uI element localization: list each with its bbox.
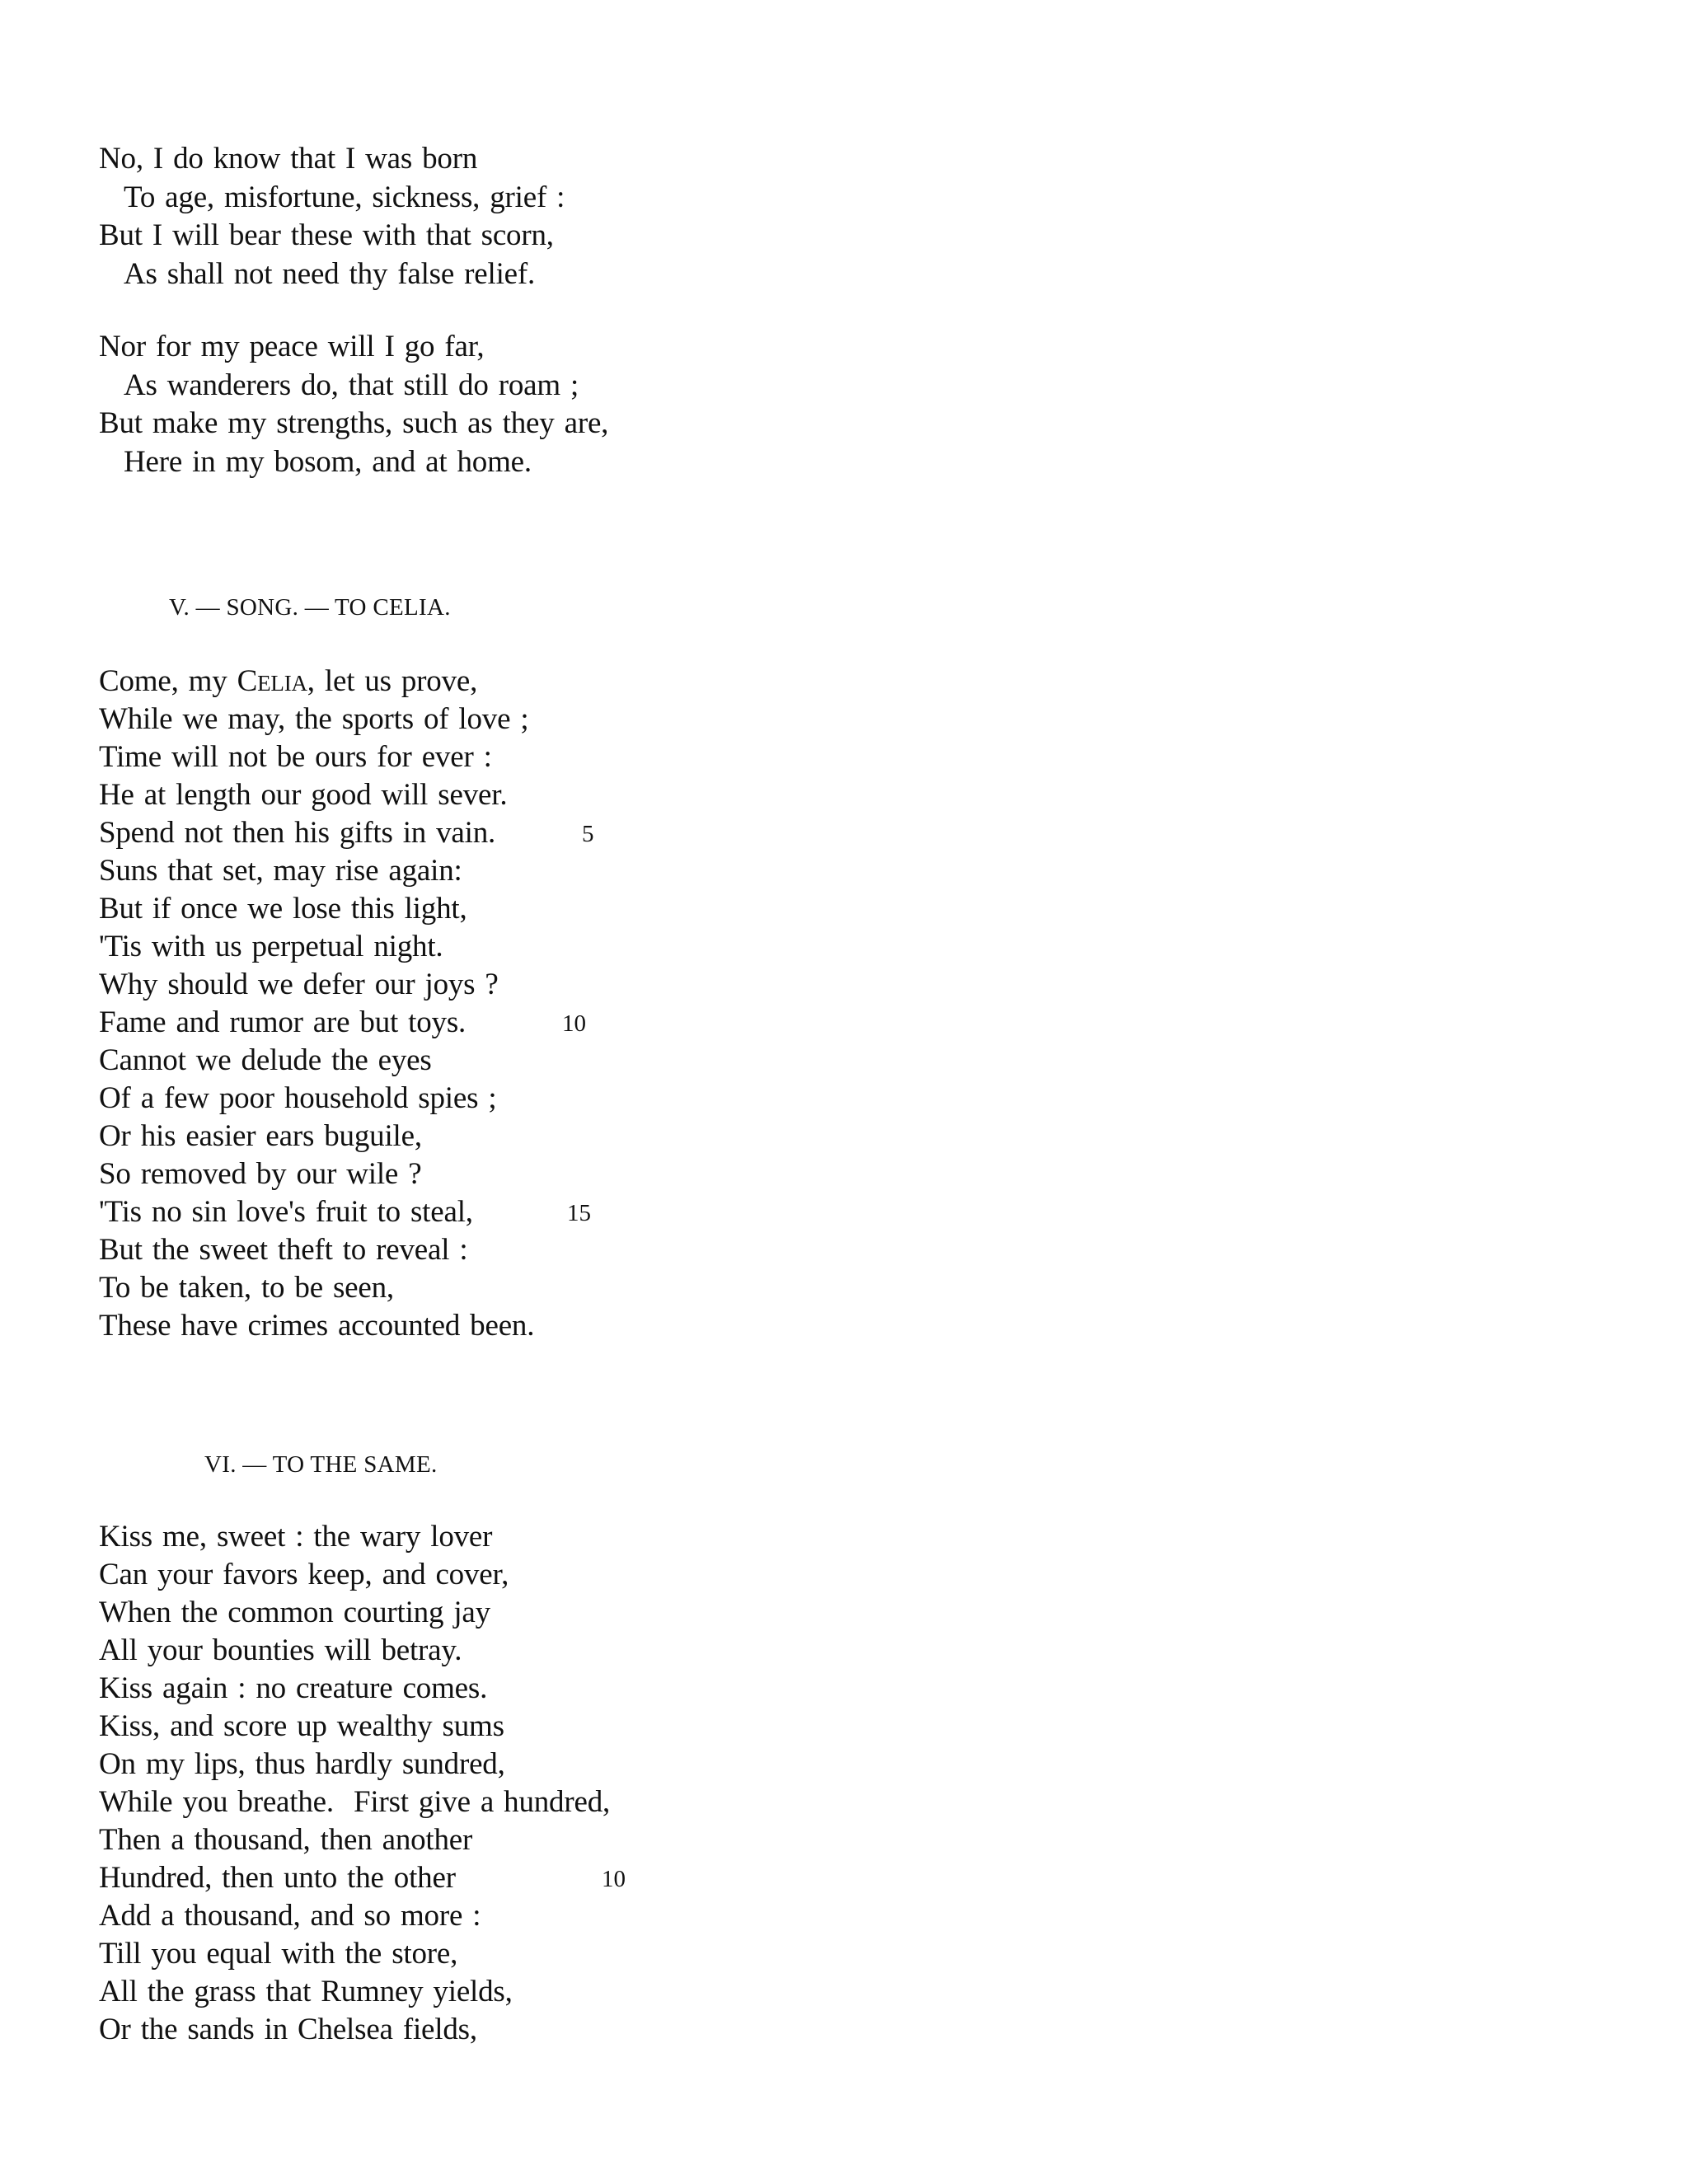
poem-line: Nor for my peace will I go far,: [99, 330, 485, 363]
poem-line: Kiss, and score up wealthy sums: [99, 1709, 504, 1743]
poem-line: Why should we defer our joys ?: [99, 968, 499, 1001]
line-number: 10: [562, 1010, 586, 1037]
poem-line: Fame and rumor are but toys.: [99, 1005, 467, 1039]
poem-line: 'Tis no sin love's fruit to steal,: [99, 1195, 473, 1229]
poem-line: Kiss me, sweet : the wary lover: [99, 1520, 493, 1554]
poem-title: VI. — TO THE SAME.: [204, 1451, 438, 1478]
line-number: 5: [582, 821, 594, 847]
poem-line: When the common courting jay: [99, 1596, 490, 1629]
poem-line: As shall not need thy false relief.: [124, 257, 536, 291]
poem-line: While you breathe. First give a hundred,: [99, 1785, 611, 1819]
small-caps-name: [237, 664, 307, 698]
poem-line: Of a few poor household spies ;: [99, 1081, 497, 1115]
poem-line: To age, misfortune, sickness, grief :: [124, 180, 565, 214]
poem-line: He at length our good will sever.: [99, 778, 508, 812]
poem-line: [99, 663, 477, 702]
poem-line: All your bounties will betray.: [99, 1633, 462, 1667]
poem-line: While we may, the sports of love ;: [99, 702, 529, 736]
poem-line: But if once we lose this light,: [99, 892, 467, 926]
poem-line: Suns that set, may rise again:: [99, 854, 462, 888]
poem-line: Here in my bosom, and at home.: [124, 445, 532, 479]
poem-line: As wanderers do, that still do roam ;: [124, 368, 579, 402]
poem-line: On my lips, thus hardly sundred,: [99, 1747, 505, 1781]
poem-line-text: , let us prove,: [307, 664, 478, 698]
poem-line: Till you equal with the store,: [99, 1937, 458, 1971]
poem-line: So removed by our wile ?: [99, 1157, 422, 1191]
poem-line: 'Tis with us perpetual night.: [99, 930, 443, 963]
poem-line: Cannot we delude the eyes: [99, 1043, 432, 1077]
poem-title: V. — SONG. — TO CELIA.: [169, 594, 451, 621]
poem-line: But make my strengths, such as they are,: [99, 406, 609, 440]
poem-line: Then a thousand, then another: [99, 1823, 473, 1857]
poem-line: Can your favors keep, and cover,: [99, 1558, 509, 1591]
poem-line: Kiss again : no creature comes.: [99, 1671, 488, 1705]
poem-line: Time will not be ours for ever :: [99, 740, 492, 774]
poem-line: But the sweet theft to reveal :: [99, 1233, 468, 1267]
poem-line: Or his easier ears buguile,: [99, 1119, 422, 1153]
poem-line-text: Come, my: [99, 664, 237, 698]
poem-line: All the grass that Rumney yields,: [99, 1975, 513, 2008]
poem-line: Hundred, then unto the other: [99, 1861, 456, 1895]
small-caps-initial: C: [237, 664, 258, 698]
poem-line: Add a thousand, and so more :: [99, 1899, 481, 1933]
small-caps-rest: ELIA: [257, 671, 307, 696]
poem-line: These have crimes accounted been.: [99, 1309, 535, 1343]
poem-line: Or the sands in Chelsea fields,: [99, 2013, 477, 2046]
line-number: 15: [567, 1200, 591, 1226]
poem-line: No, I do know that I was born: [99, 142, 478, 176]
poem-line: Spend not then his gifts in vain.: [99, 816, 496, 850]
poem-line: But I will bear these with that scorn,: [99, 218, 554, 252]
line-number: 10: [602, 1866, 626, 1892]
poem-line: To be taken, to be seen,: [99, 1271, 394, 1305]
